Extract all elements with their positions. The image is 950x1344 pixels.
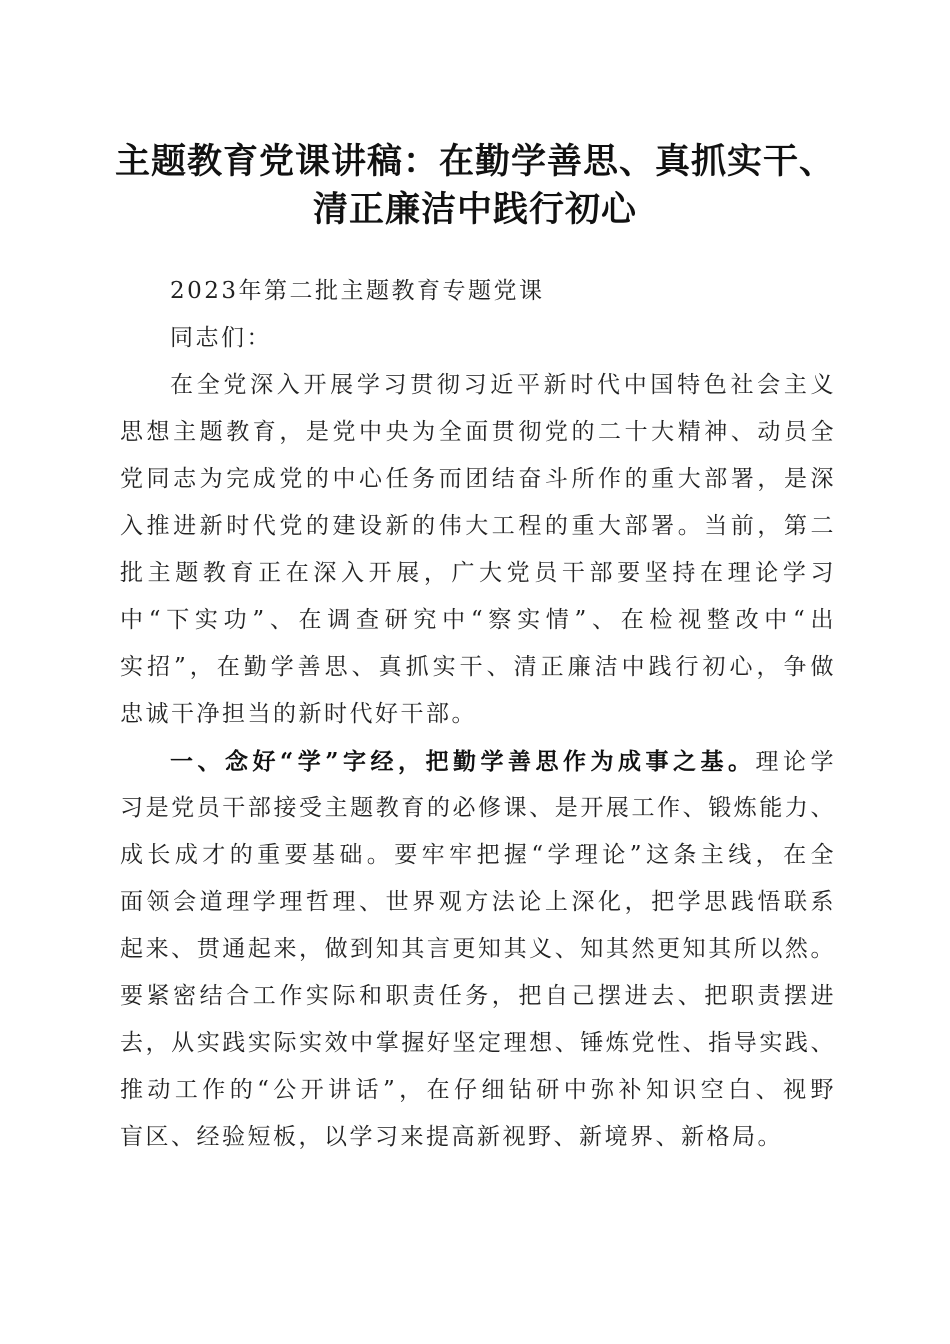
paragraph-line: 盲区、经验短板，以学习来提高新视野、新境界、新格局。 — [120, 1124, 783, 1150]
paragraph-line: 推动工作的“公开讲话”，在仔细钻研中弥补知识空白、视野 — [120, 1077, 836, 1103]
paragraph-line: 在全党深入开展学习贯彻习近平新时代中国特色社会主义 — [170, 372, 836, 398]
section-1-first-line-text: 理论学 — [755, 749, 837, 775]
subtitle: 2023年第二批主题教育专题党课 — [170, 278, 545, 304]
document-title-line-1: 主题教育党课讲稿：在勤学善思、真抓实干、 — [114, 141, 835, 182]
paragraph-line: 党同志为完成党的中心任务而团结奋斗所作的重大部署，是深 — [120, 466, 836, 492]
paragraph-line: 中“下实功”、在调查研究中“察实情”、在检视整改中“出 — [120, 607, 836, 633]
paragraph-line: 起来、贯通起来，做到知其言更知其义、知其然更知其所以然。 — [120, 936, 836, 962]
paragraph-line: 实招”，在勤学善思、真抓实干、清正廉洁中践行初心，争做 — [120, 654, 836, 680]
paragraph-line: 忠诚干净担当的新时代好干部。 — [120, 701, 477, 727]
paragraph-line: 要紧密结合工作实际和职责任务，把自己摆进去、把职责摆进 — [120, 983, 836, 1009]
salutation: 同志们： — [170, 325, 272, 351]
paragraph-line: 成长成才的重要基础。要牢牢把握“学理论”这条主线，在全 — [120, 842, 836, 868]
paragraph-line: 习是党员干部接受主题教育的必修课、是开展工作、锻炼能力、 — [120, 795, 836, 821]
paragraph-line: 面领会道理学理哲理、世界观方法论上深化，把学思践悟联系 — [120, 889, 836, 915]
document-body — [120, 268, 836, 1161]
paragraph-line: 批主题教育正在深入开展，广大党员干部要坚持在理论学习 — [120, 560, 836, 586]
section-1-heading: 一、念好“学”字经，把勤学善思作为成事之基。 — [170, 748, 756, 775]
paragraph-line: 思想主题教育，是党中央为全面贯彻党的二十大精神、动员全 — [120, 419, 836, 445]
document-title-line-2: 清正廉洁中践行初心 — [312, 189, 637, 230]
paragraph-line: 入推进新时代党的建设新的伟大工程的重大部署。当前，第二 — [120, 513, 836, 539]
section-1-first-line — [120, 738, 836, 785]
paragraph-line: 去，从实践实际实效中掌握好坚定理想、锤炼党性、指导实践、 — [120, 1030, 836, 1056]
